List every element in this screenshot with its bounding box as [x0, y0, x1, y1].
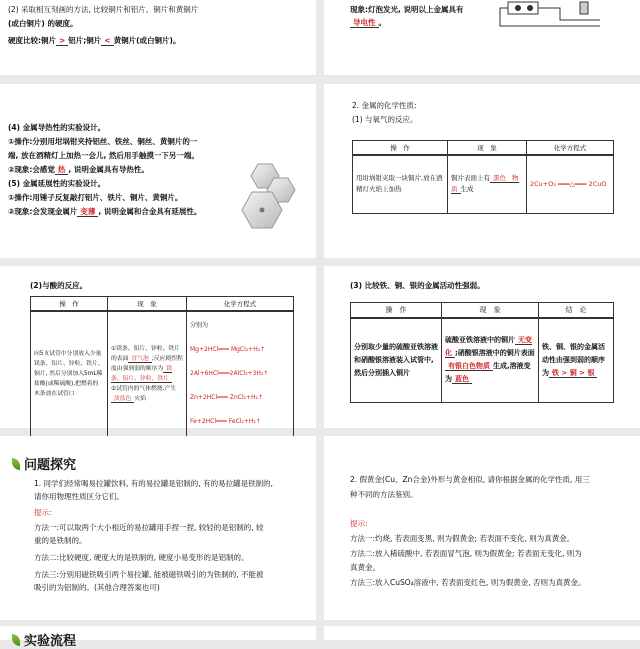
q1-hint: 提示: — [34, 508, 52, 517]
activity-conclusion: 铁、铜、银的金属活动性由强到弱的顺序为 铁 > 铜 > 银 — [539, 318, 614, 402]
eq-mg: Mg+2HCl═══ MgCl₂+H₂↑ — [190, 346, 266, 353]
hardness-line-1: (2) 采取相互刻画的方法, 比较铜片和铝片、铜片和黄铜片 — [8, 5, 199, 14]
panel-fake-gold — [324, 436, 640, 620]
activity-th-con: 结 论 — [539, 303, 614, 319]
heat-title: (4) 金属导热性的实验设计。 — [8, 123, 106, 132]
activity-phenomenon: 硫酸亚铁溶液中的铜片 无变化 ;硝酸银溶液中的铜片表面有银白色物质 生成,溶液变为 蓝色 — [442, 318, 539, 402]
oxygen-op: 用坩埚钳夹取一块铜片,放在酒精灯火焰上加热 — [353, 155, 448, 213]
q2-line-2: 种不同的方法鉴别。 — [350, 490, 418, 499]
heat-phenomenon: ②现象:会感觉 热 , 说明金属具有导热性。 — [8, 165, 149, 174]
q1-line-1: 1. 同学们经常喝易拉罐饮料, 有的易拉罐是铝制的, 有的易拉罐是铁制的, — [34, 479, 273, 488]
eq-fe: Fe+2HCl═══ FeCl₂+H₂↑ — [190, 418, 261, 425]
acid-title: (2)与酸的反应。 — [30, 281, 88, 290]
q1-method-1: 方法一:可以取两个大小相近的易拉罐用手捏一捏, 较轻的是铝制的, 较 — [34, 523, 264, 532]
activity-title: (3) 比较铁、铜、银的金属活动性强弱。 — [350, 281, 485, 290]
panel-heat-conduction — [0, 84, 316, 258]
panel-experiment-flow — [0, 626, 316, 649]
oxygen-table — [352, 140, 614, 214]
oxygen-th-ph: 现 象 — [448, 141, 527, 156]
panel-blank-bottom — [324, 626, 640, 640]
oxygen-equation: 2Cu+O₂ ═══△═══ 2CuO — [527, 155, 614, 213]
acid-equations: 分别为 Mg+2HCl═══ MgCl₂+H₂↑ 2Al+6HCl═══2AlCl₃+3H₂↑ Zn+2HCl═══ ZnCl₂+H₂↑ Fe+2HCl═══ FeCl₂+H₂↑ — [187, 311, 294, 437]
eq-al: 2Al+6HCl═══2AlCl₃+3H₂↑ — [190, 370, 269, 377]
acid-table — [30, 296, 294, 437]
conductivity-line-2: 导电性 。 — [350, 17, 386, 28]
acid-th-ph: 现 象 — [108, 297, 187, 312]
oxygen-th-op: 操 作 — [353, 141, 448, 156]
panel-activity-comparison — [324, 266, 640, 428]
q2-method-3: 方法三:放入CuSO₄溶液中, 若表面变红色, 则为假黄金, 否则为真黄金。 — [350, 578, 586, 587]
acid-th-op: 操 作 — [31, 297, 108, 312]
heat-op-1: ①操作:分别用坩埚钳夹持铝丝、铁丝、铜丝、黄铜片的一 — [8, 137, 198, 146]
leaf-icon — [12, 458, 20, 470]
panel-hardness — [0, 0, 316, 75]
inquiry-title: 问题探究 — [24, 458, 77, 473]
ductility-op: ①操作:用锤子反复敲打铝片、铁片、铜片、黄铜片。 — [8, 193, 183, 202]
oxygen-th-eq: 化学方程式 — [527, 141, 614, 156]
chem-props-title: 2. 金属的化学性质: — [352, 101, 417, 110]
oxygen-phenomenon: 铜片表面上有 黑色 物质 生成 — [448, 155, 527, 213]
panel-problem-inquiry — [0, 436, 316, 620]
q1-line-2: 请你用物理性质区分它们。 — [34, 492, 124, 501]
eq-zn: Zn+2HCl═══ ZnCl₂+H₂↑ — [190, 394, 264, 401]
q1-method-2: 方法二:比较硬度, 硬度大的是铁制的, 硬度小易变形的是铝制的。 — [34, 553, 249, 562]
activity-th-op: 操 作 — [351, 303, 442, 319]
q2-line-1: 2. 假黄金(Cu、Zn合金)外形与黄金相似, 请你根据金属的化学性质, 用三 — [350, 475, 590, 484]
activity-op: 分别取少量的硫酸亚铁溶液和硝酸银溶液装入试管中,然后分别插入铜片 — [351, 318, 442, 402]
acid-th-eq: 化学方程式 — [187, 297, 294, 312]
hexagon-metal-illustration — [238, 162, 300, 234]
inquiry-heading — [12, 454, 76, 473]
hardness-line-2: (或白铜片) 的硬度。 — [8, 19, 78, 28]
q1-method-3: 方法三:分别用磁铁吸引两个易拉罐, 能被磁铁吸引的为铁制的, 不能被 — [34, 570, 264, 579]
leaf-icon-2 — [12, 634, 20, 646]
q2-method-2: 方法二:放入稀硫酸中, 若表面冒气泡, 则为假黄金; 若表面无变化, 则为 — [350, 549, 582, 558]
ductility-phenomenon: ②现象:会发现金属片 变薄 , 说明金属和合金具有延展性。 — [8, 207, 202, 216]
panel-oxygen-reaction — [324, 84, 640, 258]
activity-table — [350, 302, 614, 403]
panel-conductivity — [324, 0, 640, 75]
panel-acid-reaction — [0, 266, 316, 428]
q1-method-3b: 吸引的为铝制的。(其他合理答案也可) — [34, 583, 160, 592]
q1-method-1b: 重的是铁制的。 — [34, 536, 87, 545]
q2-method-1: 方法一:灼烧, 若表面变黑, 则为假黄金; 若表面不变化, 则为真黄金。 — [350, 534, 575, 543]
q2-method-2b: 真黄金。 — [350, 563, 380, 572]
ductility-title: (5) 金属延展性的实验设计。 — [8, 179, 106, 188]
flow-title: 实验流程 — [24, 634, 77, 649]
flow-heading — [12, 630, 76, 649]
activity-th-ph: 现 象 — [442, 303, 539, 319]
acid-op: 向5支试管中分别放入少量镁条、铝片、锌粒、铁片、铜片, 然后分别加入5mL稀盐酸(或稀硫酸),把燃着的木条放在试管口 — [31, 311, 108, 437]
acid-phenomenon: ①镁条、铝片、锌粒、铁片的表面 冒气泡 ;反应剧烈程度由强到弱的顺序为 镁条、铝片、锌粒、铁片 ②试管内的气体燃烧,产生淡蓝色 火焰 — [108, 311, 187, 437]
circuit-illustration — [500, 0, 610, 30]
q2-hint: 提示: — [350, 519, 368, 528]
heat-op-2: 端, 放在酒精灯上加热一会儿, 然后用手触摸一下另一端。 — [8, 151, 199, 160]
hardness-compare: 硬度比较:铜片 > 铝片;铜片 < 黄铜片(或白铜片)。 — [8, 36, 181, 45]
oxygen-subtitle: (1) 与氧气的反应。 — [352, 115, 418, 124]
conductivity-line-1: 现象:灯泡发光, 说明以上金属具有 — [350, 5, 464, 14]
